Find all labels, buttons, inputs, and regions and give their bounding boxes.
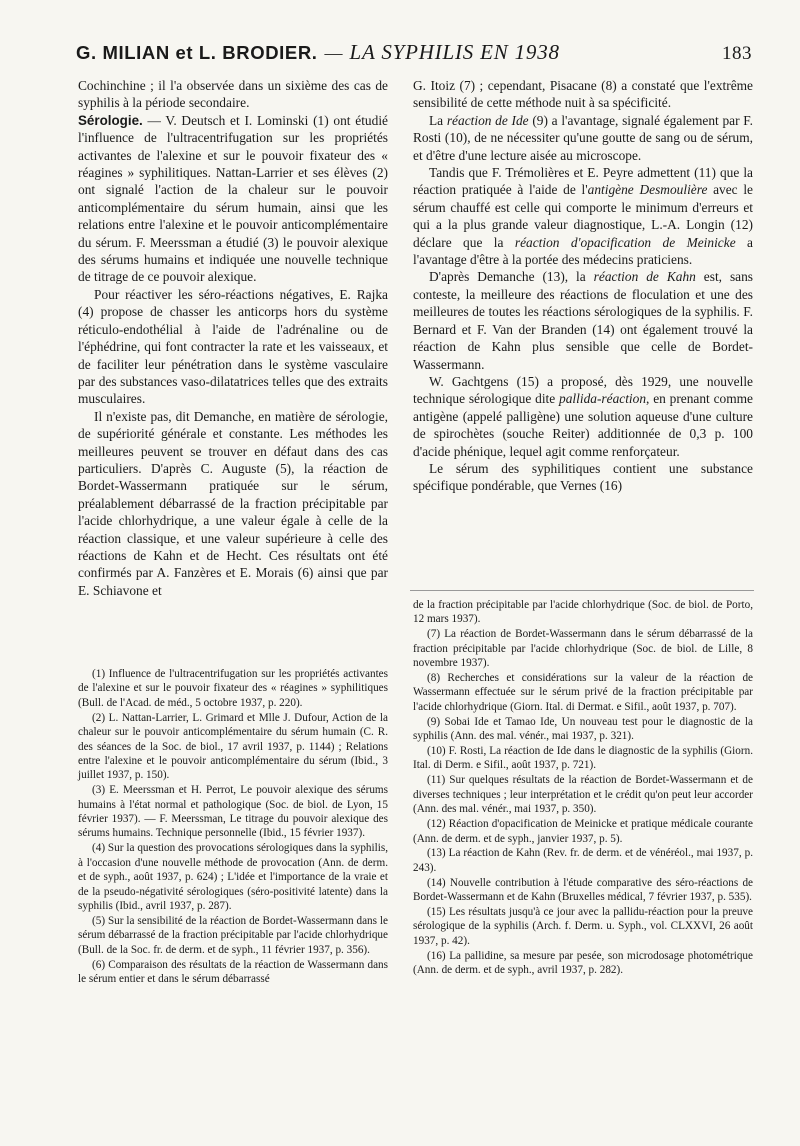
paragraph [413, 268, 753, 372]
footnote: (7) La réaction de Bordet-Wassermann dans le sérum débarrassé de la fraction précipitable par l'acide chlorhydrique (Soc. de biol. de Lille, 8 novembre 1937). [413, 628, 753, 670]
paragraph: Il n'existe pas, dit Demanche, en matière de sérologie, de supériorité générale et constante. Les méthodes les meilleures peuvent se trouver en défaut dans des cas particuliers. D'après C. Auguste (5), la réaction de Bordet-Wassermann pratiquée sur le sérum, préalablement débarrassé de la fraction précipitable par l'acide chlorhydrique, a une valeur égale à celle de la réaction classique, et une valeur supérieure à celle des réactions de Kahn et de Hecht. Ces résultats ont été confirmés par A. Fanzères et E. Morais (6) ainsi que par E. Schiavone et [78, 408, 388, 598]
paragraph: G. Itoiz (7) ; cependant, Pisacane (8) a constaté que l'extrême sensibilité de cette méthode nuit à sa spécificité. [413, 78, 753, 111]
right-column [413, 77, 753, 495]
footnote: (16) La pallidine, sa mesure par pesée, son microdosage photométrique (Ann. de derm. et de syph., avril 1937, p. 282). [413, 949, 753, 977]
footnote: (9) Sobai Ide et Tamao Ide, Un nouveau test pour le diagnostic de la syphilis (Ann. des mal. vénér., mai 1937, p. 321). [413, 715, 753, 743]
paragraph: Le sérum des syphilitiques contient une substance spécifique pondérable, que Vernes (16) [413, 460, 753, 494]
italic-term: réaction de Kahn [593, 269, 696, 285]
running-header [76, 40, 752, 76]
footnote-continuation: de la fraction précipitable par l'acide chlorhydrique (Soc. de biol. de Porto, 12 mars 1937). [413, 599, 753, 626]
italic-term: antigène Desmoulière [587, 182, 708, 198]
paragraph [413, 164, 753, 268]
paragraph [413, 112, 753, 164]
section-heading: Sérologie. [78, 112, 143, 128]
paragraph-text: — V. Deutsch et I. Lominski (1) ont étudié l'influence de l'ultracentrifugation sur les propriétés activantes de l'alexine et sur le pouvoir fixateur des « réagines » syphilitiques. Nattan-Larrier et ses élèves (2) ont signalé l'action de la chaleur sur le pouvoir anticomplémentaire du sérum humain, ainsi que les relations entre l'alexine et le pouvoir anticomplémentaire du sérum. F. Meerssman a étudié (3) le pouvoir alexique des sérums humains et indiquée une nouvelle technique de titrage de ce pouvoir alexique. [78, 112, 388, 285]
paragraph [413, 373, 753, 460]
italic-term: réaction de Ide [446, 112, 529, 128]
paragraph-serologie [78, 112, 388, 286]
header-authors: G. MILIAN et L. BRODIER. [76, 42, 318, 63]
footnote: (11) Sur quelques résultats de la réaction de Bordet-Wassermann et de diverses techniques ; leur interprétation et le crédit qu'on peut leur accorder (Ann. des mal. vénér., mai 1937, p. 350). [413, 774, 753, 816]
text-run: a l'avantage d'être à la portée des médecins praticiens. [413, 234, 753, 268]
paragraph: Cochinchine ; il l'a observée dans un sixième des cas de syphilis à la période secondaire. [78, 78, 388, 111]
header-dash: — [324, 43, 343, 63]
header-title: LA SYPHILIS EN 1938 [349, 40, 560, 64]
text-run: (9) a l'avantage, signalé également par F. Rosti (10), de ne nécessiter qu'une goutte de sang ou de sérum, et d'être d'une lecture aisée au microscope. [413, 112, 753, 163]
footnote: (15) Les résultats jusqu'à ce jour avec la pallidu-réaction pour la preuve sérologique de la syphilis (Arch. f. Derm. u. Syph., vol. CLXXVI, 26 août 1937, p. 42). [413, 906, 753, 947]
footnote: (3) E. Meerssman et H. Perrot, Le pouvoir alexique des sérums humains à l'état normal et pathologique (Soc. de biol. de Lyon, 15 février 1937). — F. Meerssman, Le titrage du pouvoir alexique des sérums humains. Technique personnelle (Ibid., 15 février 1937). [78, 784, 388, 840]
footnote: (6) Comparaison des résultats de la réaction de Wassermann dans le sérum entier et dans le sérum débarrassé [78, 958, 388, 986]
text-run: D'après Demanche (13), la [429, 269, 594, 285]
text-run: , en prenant comme antigène (appelé palligène) une solution aqueuse d'une culture de spirochètes (souche Reiter) additionnée de 0,3 p. 100 d'acide phénique, lequel agit comme renforçateur. [413, 391, 753, 459]
footnote: (1) Influence de l'ultracentrifugation sur les propriétés activantes de l'alexine et sur le pouvoir fixateur des « réagines » syphilitiques (Bull. de l'Acad. de méd., 5 octobre 1937, p. 220). [78, 668, 388, 709]
footnote: (5) Sur la sensibilité de la réaction de Bordet-Wassermann dans le sérum débarrassé de la fraction précipitable par l'acide chlorhydrique (Bull. de la Soc. fr. de derm. et de syph., 11 février 1937, p. 356). [78, 914, 388, 956]
footnotes-left [78, 667, 388, 987]
footnote: (10) F. Rosti, La réaction de Ide dans le diagnostic de la syphilis (Giorn. Ital. di Derm. e Sifil., août 1937, p. 721). [413, 745, 753, 772]
footnote: (8) Recherches et considérations sur la valeur de la réaction de Wassermann effectuée sur le sérum privé de la fraction précipitable par l'acide chlorhydrique (Giorn. Ital. di Dermat. e Sifil., août 1937, p. 707). [413, 672, 753, 713]
paragraph: Pour réactiver les séro-réactions négatives, E. Rajka (4) propose de chasser les anticorps hors du système réticulo-endothélial à l'aide de l'adrénaline ou de l'éphédrine, qui font contracter la rate et les vaisseaux, et de faciliter leur pénétration dans le système vasculaire par des substances vaso-dilatatrices telles que des extraits musculaires. [78, 286, 388, 407]
footnote-divider [410, 590, 754, 591]
left-column [78, 77, 388, 599]
text-run: W. Gachtgens (15) a proposé, dès 1929, une nouvelle technique sérologique dite [413, 373, 753, 407]
footnote: (2) L. Nattan-Larrier, L. Grimard et Mlle J. Dufour, Action de la chaleur sur le pouvoir anticomplémentaire du sérum humain (C. R. des séances de la Soc. de biol., 17 avril 1937, p. 1144) ; Relations entre l'alexine et le pouvoir anticomplémentaire du sérum (Ibid., 3 juillet 1937, p. 150). [78, 711, 388, 782]
page-number: 183 [722, 43, 752, 64]
footnote: (12) Réaction d'opacification de Meinicke et pratique médicale courante (Ann. de derm. et de syph., janvier 1937, p. 5). [413, 818, 753, 845]
footnote: (4) Sur la question des provocations sérologiques dans la syphilis, à l'occasion d'une nouvelle méthode de provocation (Ann. de derm. et de syph., août 1937, p. 624) ; L'idée et l'importance de la vraie et de la pseudo-négativité sérologiques (séro-positivité latente) dans la syphilis (Ibid., avril 1937, p. 287). [78, 842, 388, 912]
text-run: est, sans conteste, la meilleure des réactions de floculation et une des meilleures de toutes les réactions sérologiques de la syphilis. F. Bernard et F. Van der Branden (14) ont également trouvé la réaction de Kahn plus sensible que celle de Bordet-Wassermann. [413, 269, 754, 372]
text-run: La [429, 112, 447, 128]
footnotes-right [413, 598, 753, 978]
italic-term: réaction d'opacification de Meinicke [514, 234, 736, 250]
text-run: Tandis que F. Trémolières et E. Peyre admettent (11) que la réaction pratiquée à l'aide de l' [413, 165, 753, 198]
footnote: (14) Nouvelle contribution à l'étude comparative des séro-réactions de Bordet-Wassermann et de Kahn (Bruxelles médical, 7 février 1937, p. 535). [413, 876, 753, 904]
text-run: avec le sérum chauffé est celle qui comporte le minimum d'erreurs et qui a la plus grande valeur diagnostique, L.-A. Longin (12) déclare que la [413, 182, 753, 250]
footnote: (13) La réaction de Kahn (Rev. fr. de derm. et de vénéréol., mai 1937, p. 243). [413, 847, 753, 874]
italic-term: pallida-réaction [559, 391, 647, 407]
